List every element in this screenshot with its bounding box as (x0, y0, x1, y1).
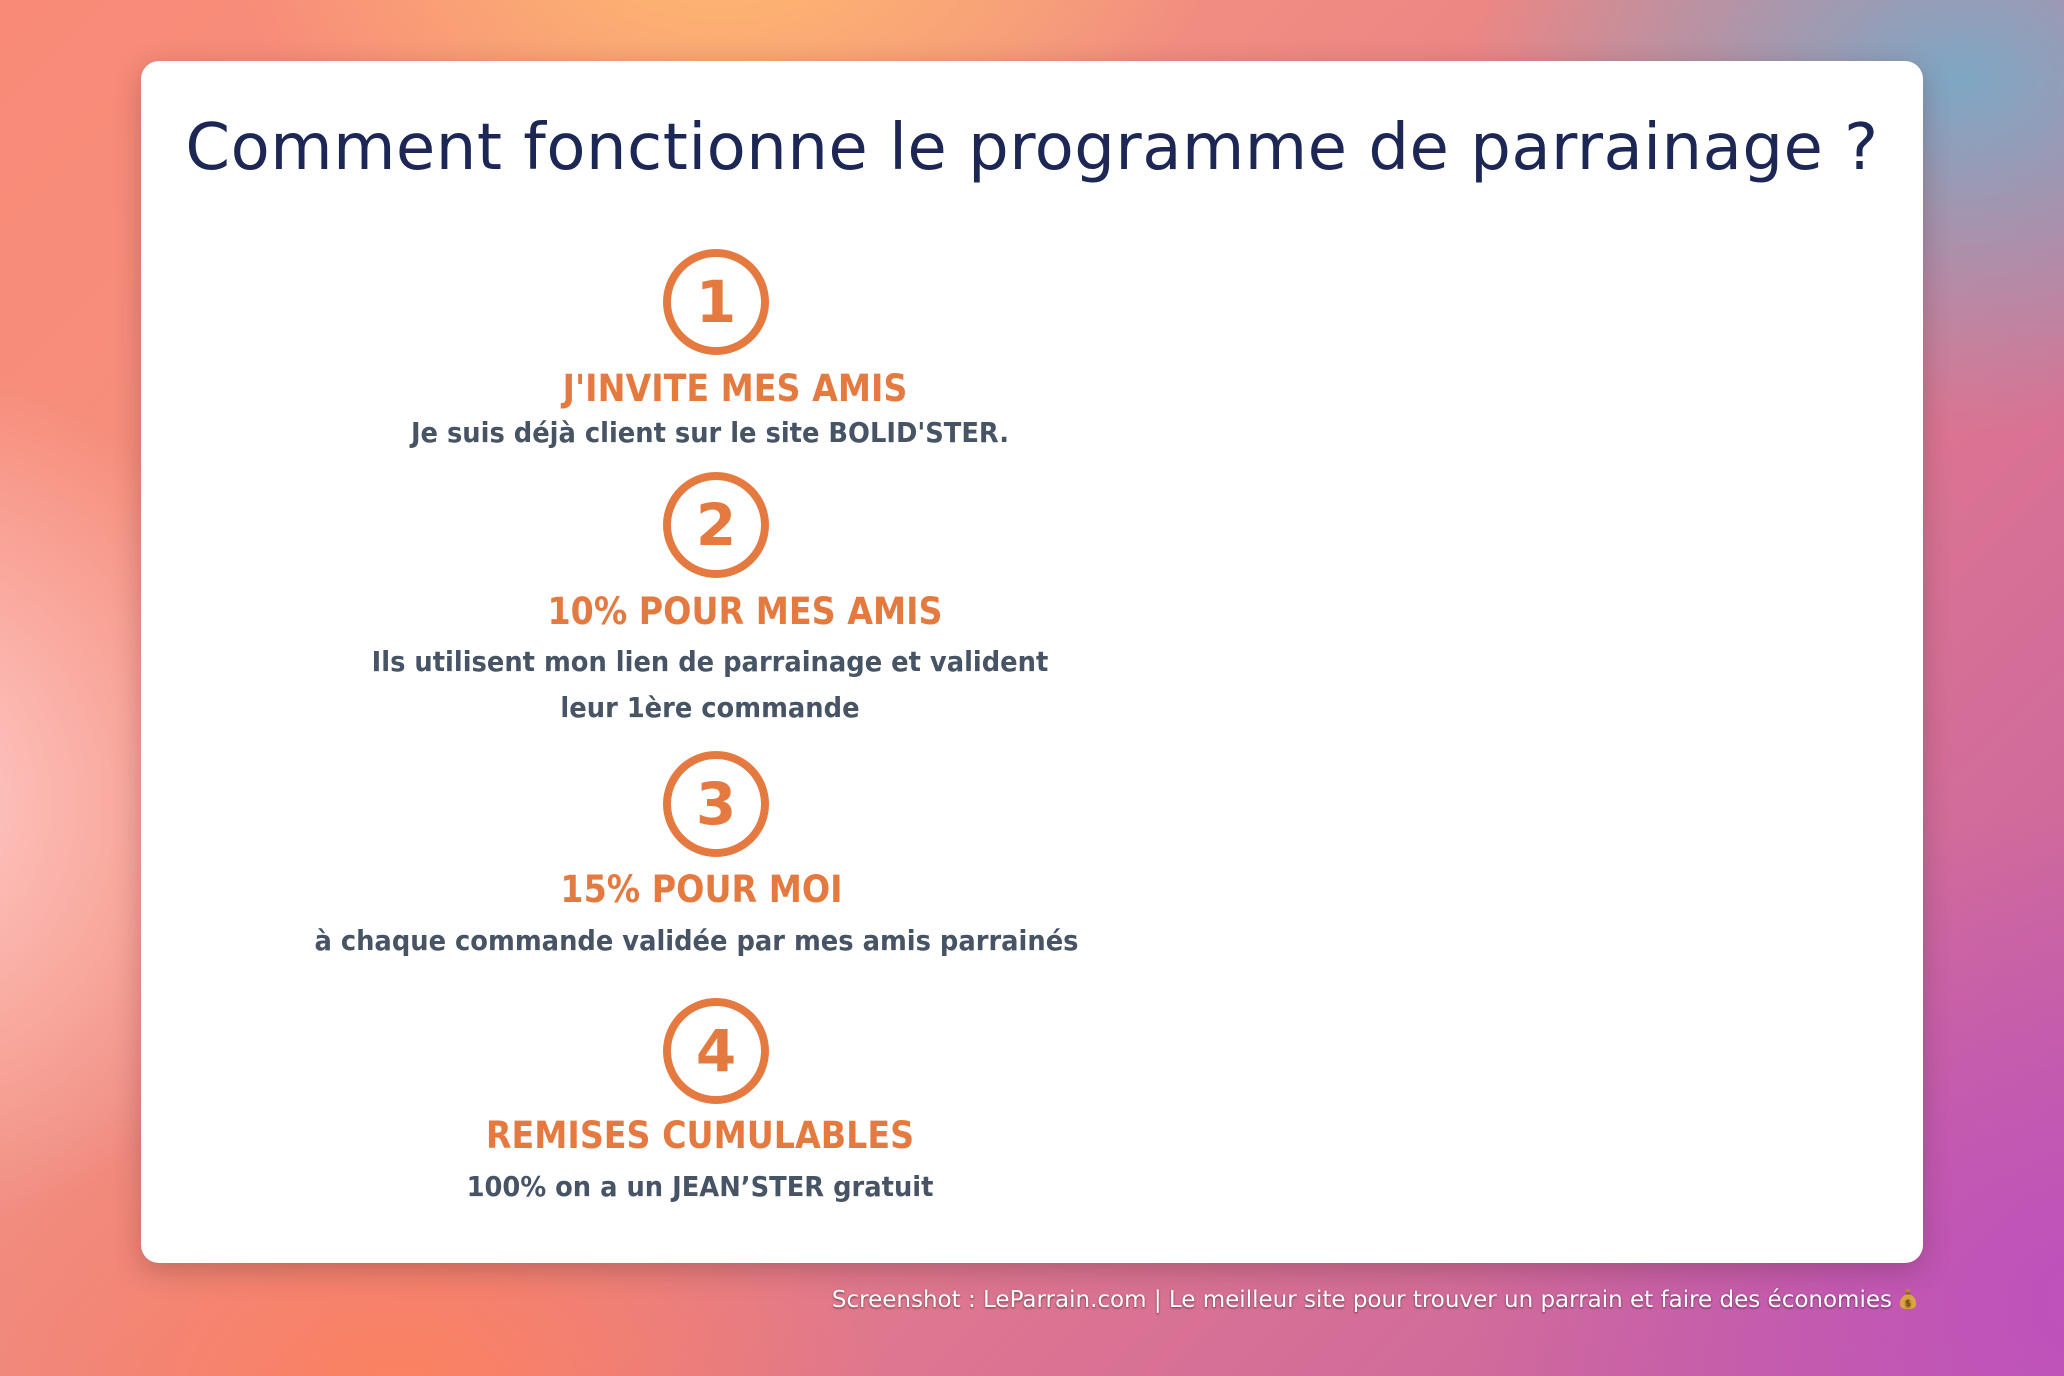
money-bag-icon (1898, 1287, 1918, 1311)
step-heading: 10% POUR MES AMIS (547, 590, 943, 633)
step-description: leur 1ère commande (560, 691, 860, 724)
page-title: Comment fonctionne le programme de parrainage ? (185, 111, 1879, 185)
step-heading: 15% POUR MOI (560, 868, 843, 911)
step-number-circle: 4 (663, 998, 769, 1104)
step-number-circle: 1 (663, 249, 769, 355)
caption-text: Screenshot : LeParrain.com | Le meilleur site pour trouver un parrain et faire des économies (831, 1287, 1892, 1313)
step-description: à chaque commande validée par mes amis parrainés (314, 924, 1079, 957)
step-description: Je suis déjà client sur le site BOLID'STER. (410, 416, 1010, 449)
svg-text:$: $ (1904, 1299, 1912, 1309)
screenshot-caption (832, 1284, 1918, 1316)
step-number-circle: 2 (663, 472, 769, 578)
step-heading: REMISES CUMULABLES (485, 1114, 915, 1157)
step-heading: J'INVITE MES AMIS (562, 367, 908, 410)
step-description: 100% on a un JEAN’STER gratuit (466, 1170, 934, 1203)
step-description: Ils utilisent mon lien de parrainage et valident (371, 645, 1049, 678)
step-number-circle: 3 (663, 751, 769, 857)
